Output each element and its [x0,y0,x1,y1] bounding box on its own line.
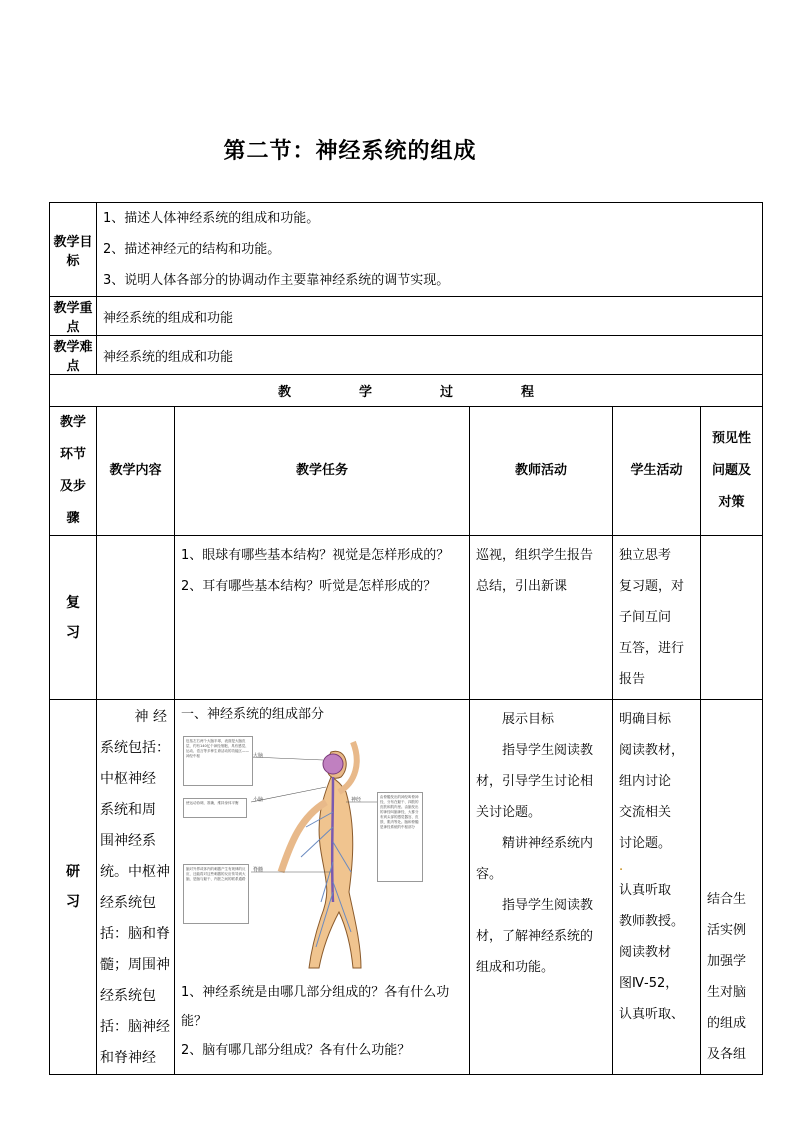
study-task-item: 能？ [181,1014,208,1029]
column-header-content: 教学内容 [97,407,175,536]
column-header-stage: 教学 环节 及步 骤 [50,407,97,536]
study-teacher: 展示目标 指导学生阅读教 材，引导学生讨论相 关讨论题。 精讲神经系统内 容。 指导学生阅读教 材，了解神经系统的 组成和功能。 [470,700,613,1075]
stage-review: 复 习 [50,536,97,700]
process-heading: 教 学 过 程 [50,375,763,407]
goals-list [97,203,763,297]
lesson-plan-table [49,202,763,1075]
figure-label-spinal-cord: 脊髓 [253,867,264,873]
goal-item: 3、说明人体各部分的协调动作主要靠神经系统的调节实现。 [103,273,450,288]
figure-caption-spinal-cord: 脑对外界或体内的刺激产生有规律的反应，还能将对这些刺激的反应传导到大脑，是脑与躯干、内脏之间的联系通路 [183,864,249,924]
column-header-teacher: 教师活动 [470,407,613,536]
column-header-task: 教学任务 [175,407,470,536]
key-point-label: 教学重点 [50,297,97,336]
study-predict: 结合生 活实例 加强学 生对脑 的组成 及各组 [701,700,763,1075]
task-heading: 一、神经系统的组成部分 [181,707,325,722]
figure-label-cerebellum: 小脑 [253,797,264,803]
figure-label-nerve: 神经 [351,797,362,803]
review-student: 独立思考 复习题，对 子间互问 互答，进行 报告 [613,536,701,700]
page-title: 第二节：神经系统的组成 [223,138,477,164]
goals-label: 教学目标 [50,203,97,297]
column-header-student: 学生活动 [613,407,701,536]
stage-study: 研 习 [50,700,97,1075]
column-header-predict: 预见性 问题及 对策 [701,407,763,536]
study-task-item: 1、神经系统是由哪几部分组成的？各有什么功 [181,985,450,1000]
nervous-system-figure [181,732,421,972]
key-point-text: 神经系统的组成和功能 [97,297,763,336]
difficulty-text: 神经系统的组成和功能 [97,336,763,375]
review-content [97,536,175,700]
figure-label-brain: 大脑 [253,753,264,759]
review-teacher: 巡视，组织学生报告 总结，引出新课 [470,536,613,700]
goal-item: 2、描述神经元的结构和功能。 [103,242,281,257]
figure-caption-cerebrum: 包括左右两个大脑半球，表面是大脑皮层，约有140亿个神经细胞，具有感觉、运动、语言等多种生命活动的功能区——神经中枢 [183,736,253,786]
study-student: 明确目标 阅读教材， 组内讨论 交流相关 讨论题。 . 认真听取 教师教授。 阅读教材 图Ⅳ-52， 认真听取、 [613,700,701,1075]
figure-caption-nerves: 由脊髓发出的神经叫脊神经，分布在躯干、四肢的皮肤和肌肉里。由脑发出的神经叫脑神经，大都分布到头部的感觉器官、皮肤、肌肉等处。脑和脊髓是神经系统的中枢部分 [377,792,423,882]
figure-caption-cerebellum: 使运动协调，准确，维持身体平衡 [183,798,247,818]
review-predict [701,536,763,700]
review-tasks: 1、眼球有哪些基本结构？视觉是怎样形成的？ 2、耳有哪些基本结构？听觉是怎样形成的？ [175,536,470,700]
study-content: 神 经 系统包括： 中枢神经 系统和周 围神经系 统。中枢神 经系统包 括：脑和脊 髓；周围神 经系统包 括：脑神经 和脊神经 [97,700,175,1075]
study-tasks [175,700,470,1075]
study-task-item: 2、脑有哪几部分组成？各有什么功能？ [181,1043,411,1058]
goal-item: 1、描述人体神经系统的组成和功能。 [103,211,320,226]
difficulty-label: 教学难点 [50,336,97,375]
